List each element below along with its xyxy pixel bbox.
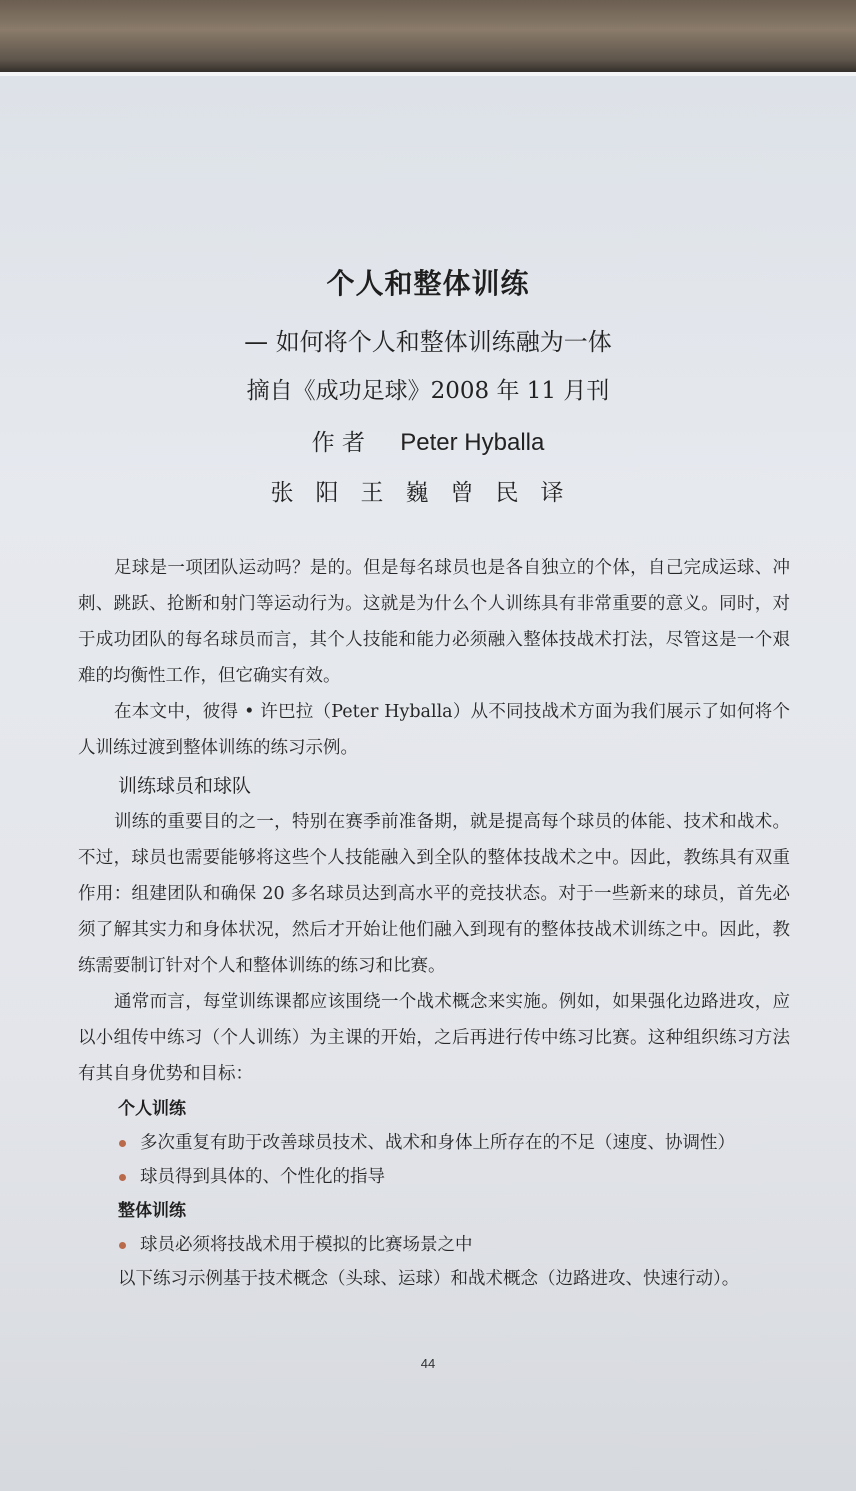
list-item (118, 1126, 790, 1160)
paragraph-session-organization: 通常而言，每堂训练课都应该围绕一个战术概念来实施。例如，如果强化边路进攻，应以小组传中练习（个人训练）为主课的开始，之后再进行传中练习比赛。这种组织练习方法有其自身优势和目标： (78, 992, 790, 1084)
article-body (78, 550, 790, 1296)
article-source: 摘自《成功足球》2008 年 11 月刊 (246, 378, 610, 404)
bullet-icon (119, 1242, 126, 1249)
paragraph-intro: 足球是一项团队运动吗？是的。但是每名球员也是各自独立的个体，自己完成运球、冲刺、跳跃、抢断和射门等运动行为。这就是为什么个人训练具有非常重要的意义。同时，对于成功团队的每名球员而言，其个人技能和能力必须融入整体技战术打法，尽管这是一个艰难的均衡性工作，但它确实有效。 (78, 558, 790, 686)
team-training-list (78, 1228, 790, 1262)
paragraph-overview: 在本文中，彼得 • 许巴拉（Peter Hyballa）从不同技战术方面为我们展示了如何将个人训练过渡到整体训练的练习示例。 (78, 702, 790, 758)
bullet-icon (119, 1174, 126, 1181)
article-subtitle: — 如何将个人和整体训练融为一体 (244, 328, 612, 356)
individual-training-heading: 个人训练 (118, 1099, 186, 1119)
list-item (118, 1160, 790, 1194)
list-item-text: 球员得到具体的、个性化的指导 (140, 1167, 385, 1187)
section-heading: 训练球员和球队 (118, 775, 252, 797)
closing-line: 以下练习示例基于技术概念（头球、运球）和战术概念（边路进攻、快速行动）。 (118, 1269, 740, 1289)
page-edge (0, 72, 856, 76)
individual-training-list (78, 1126, 790, 1194)
document-page (0, 72, 856, 1491)
bullet-icon (119, 1140, 126, 1147)
page-number: 44 (420, 1356, 436, 1371)
article-author (0, 424, 856, 457)
team-training-heading: 整体训练 (118, 1201, 186, 1221)
list-item-text: 多次重复有助于改善球员技术、战术和身体上所存在的不足（速度、协调性） (140, 1133, 735, 1153)
list-item-text: 球员必须将技战术用于模拟的比赛场景之中 (140, 1235, 473, 1255)
article-translators: 张阳王巍曾民译 (270, 480, 586, 506)
author-name: Peter Hyballa (400, 429, 545, 456)
article-title: 个人和整体训练 (326, 267, 530, 300)
list-item (118, 1228, 790, 1262)
paragraph-training-goals: 训练的重要目的之一，特别在赛季前准备期，就是提高每个球员的体能、技术和战术。不过，球员也需要能够将这些个人技能融入到全队的整体技战术之中。因此，教练具有双重作用：组建团队和确保 20 多名球员达到高水平的竞技状态。对于一些新来的球员，首先必须了解其实力和身体状况，然后才开始让他们融入到现有的整体技战术训练之中。因此，教练需要制订针对个人和整体训练的练习和比赛。 (78, 812, 790, 976)
author-label: 作 者 (311, 430, 365, 456)
